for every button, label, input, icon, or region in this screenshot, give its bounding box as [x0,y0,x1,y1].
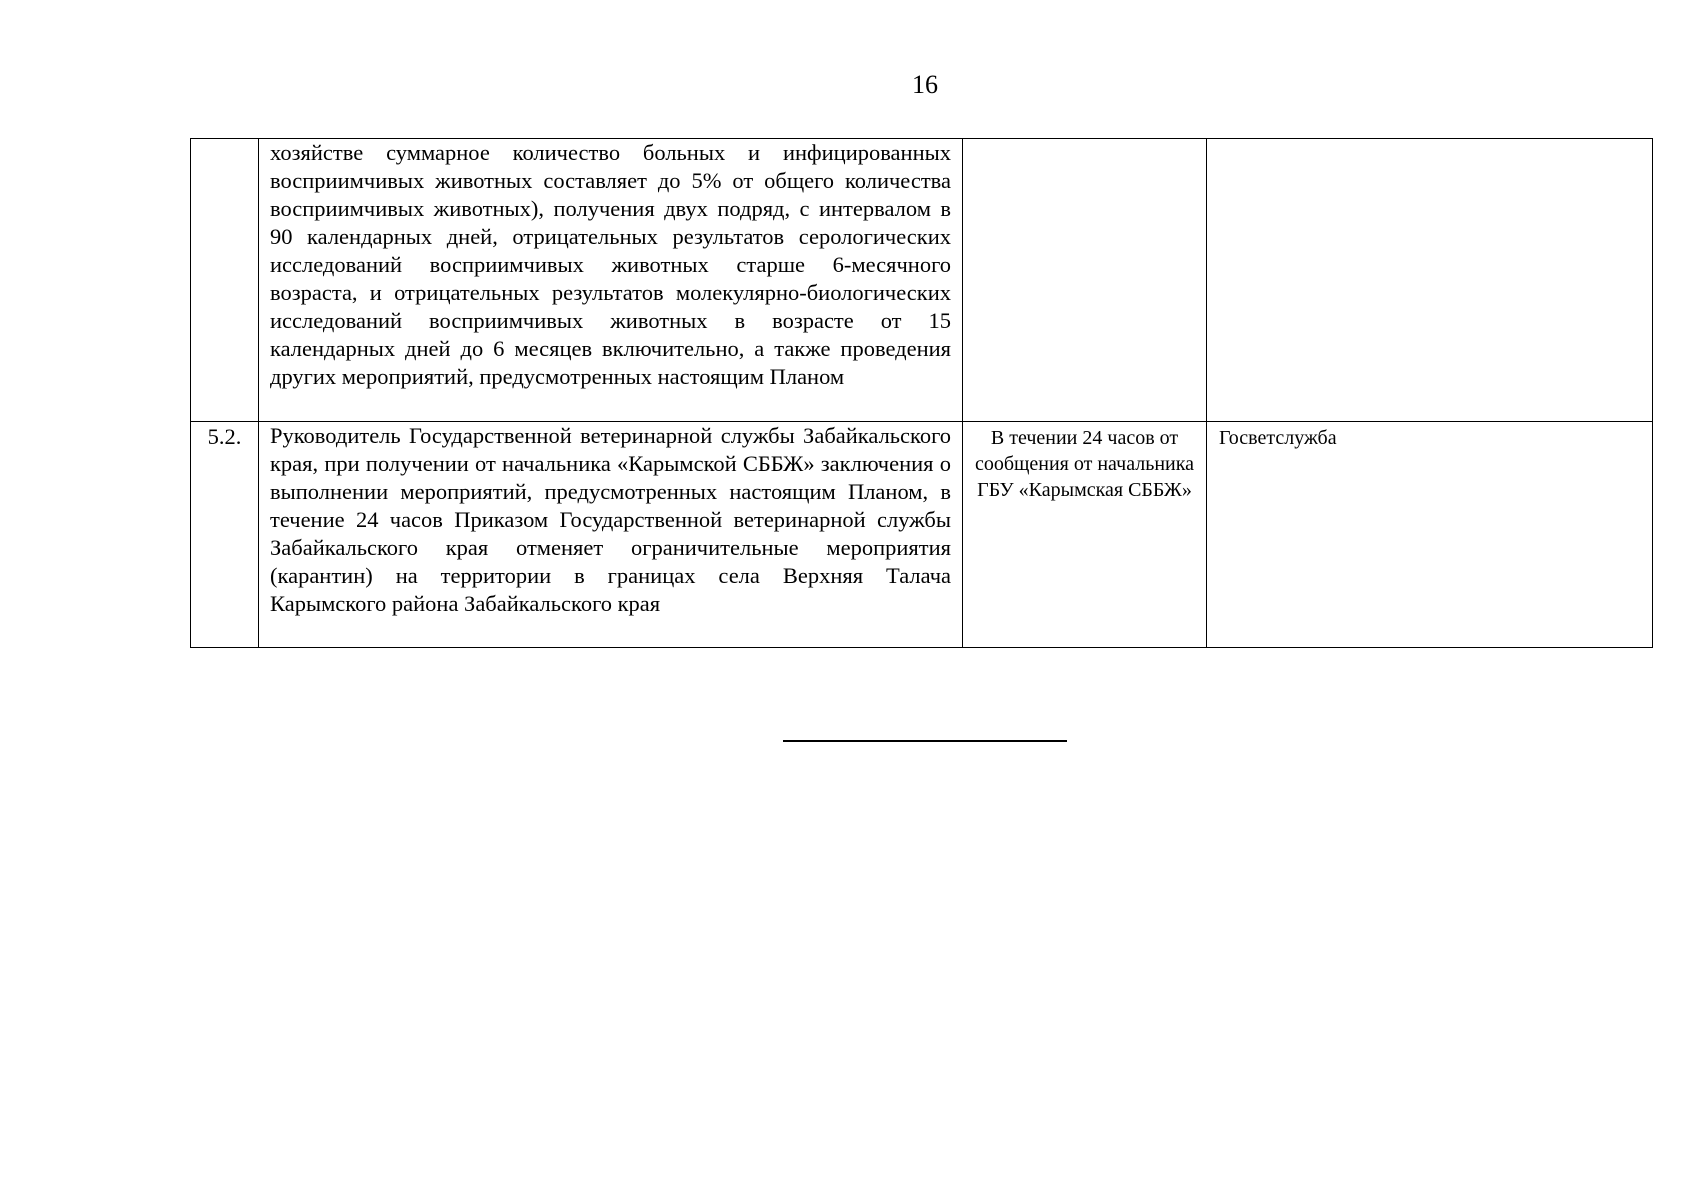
page-number: 16 [912,70,938,99]
row-number-cell [191,139,259,422]
table-row [191,422,1653,648]
table-row [191,139,1653,422]
end-of-document-rule [783,740,1067,742]
responsible-cell: Госветслужба [1207,422,1653,648]
measure-text-cell: хозяйстве суммарное количество больных и инфицированных восприимчивых животных составляет до 5% от общего количества восприимчивых животных), получения двух подряд, с интервалом в 90 календарных дней, отрицательных результатов серологических исследований восприимчивых животных старше 6-месячного возраста, и отрицательных результатов молекулярно-биологических исследований восприимчивых животных в возрасте от 15 календарных дней до 6 месяцев включительно, а также проведения других мероприятий, предусмотренных настоящим Планом [259,139,963,422]
measures-table [190,138,1653,648]
responsible-cell [1207,139,1653,422]
row-number-cell: 5.2. [191,422,259,648]
term-cell [963,139,1207,422]
term-cell: В течении 24 часов от сообщения от начальника ГБУ «Карымская СББЖ» [963,422,1207,648]
measure-text-cell: Руководитель Государственной ветеринарной службы Забайкальского края, при получении от начальника «Карымской СББЖ» заключения о выполнении мероприятий, предусмотренных настоящим Планом, в течение 24 часов Приказом Государственной ветеринарной службы Забайкальского края отменяет ограничительные мероприятия (карантин) на территории в границах села Верхняя Талача Карымского района Забайкальского края [259,422,963,648]
